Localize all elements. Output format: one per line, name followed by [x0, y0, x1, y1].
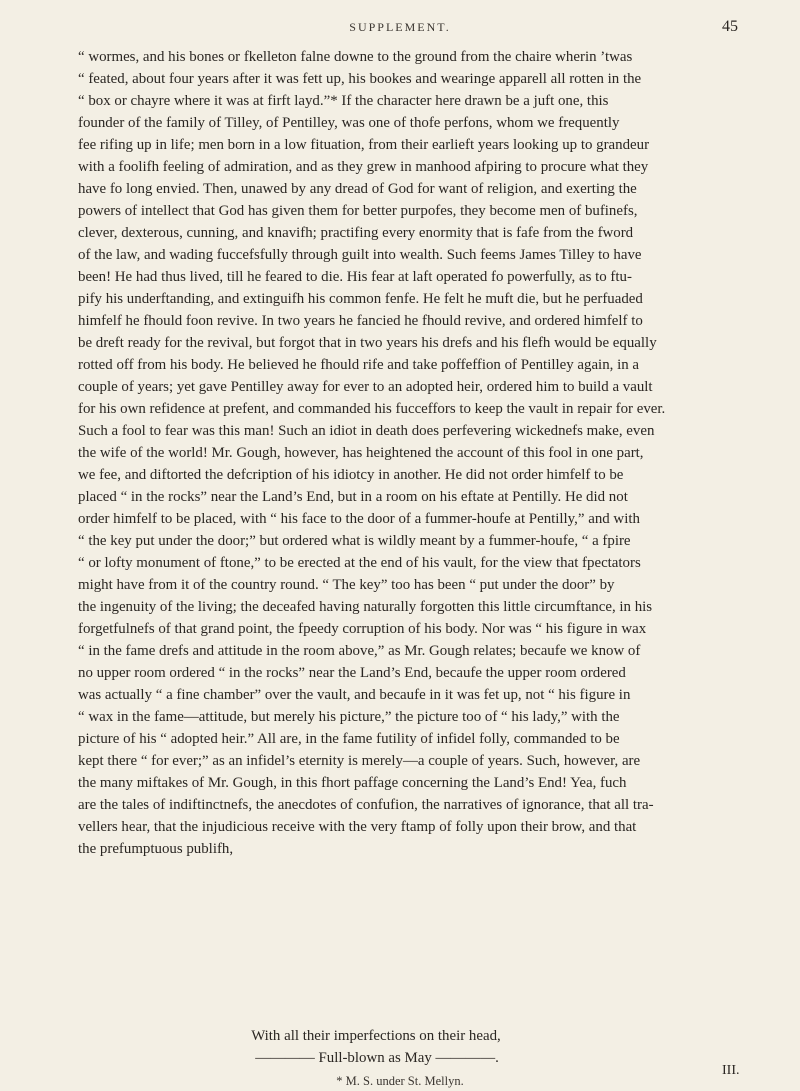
text-line: “ the key put under the door;” but ordered what is wildly meant by a fummer-houfe, “ a fpire — [78, 533, 631, 549]
text-line: founder of the family of Tilley, of Pentilley, was one of thofe perfons, whom we frequently — [78, 115, 620, 131]
text-line: of the law, and wading fuccefsfully through guilt into wealth. Such feems James Tilley to have — [78, 247, 642, 263]
text-line: “ or lofty monument of ftone,” to be erected at the end of his vault, for the view that fpectators — [78, 555, 641, 571]
text-line: powers of intellect that God has given them for better purpofes, they become men of bufinefs, — [78, 203, 638, 219]
text-line: couple of years; yet gave Pentilley away for ever to an adopted heir, ordered him to build a vault — [78, 379, 653, 395]
text-line: clever, dexterous, cunning, and knavifh; practifing every enormity that is fafe from the fword — [78, 225, 634, 241]
text-line: been! He had thus lived, till he feared to die. His fear at laft operated fo powerfully, as to ftu- — [78, 269, 632, 285]
text-line: himfelf he fhould foon revive. In two years he fancied he fhould revive, and ordered himfelf to — [78, 313, 643, 329]
text-line: Such a fool to fear was this man! Such an idiot in death does perfevering wickednefs make, even — [78, 423, 655, 439]
text-line: forgetfulnefs of that grand point, the fpeedy corruption of his body. Nor was “ his figure in wax — [78, 621, 647, 637]
text-line: placed “ in the rocks” near the Land’s End, but in a room on his eftate at Pentilly. He did not — [78, 489, 628, 505]
text-line: be dreft ready for the revival, but forgot that in two years his drefs and his flefh would be equally — [78, 335, 657, 351]
text-line: “ wax in the fame—attitude, but merely his picture,” the picture too of “ his lady,” with the — [78, 709, 620, 725]
text-line: with a foolifh feeling of admiration, and as they grew in manhood afpiring to procure what they — [78, 159, 649, 175]
text-line: picture of his “ adopted heir.” All are, in the fame futility of infidel folly, commanded to be — [78, 731, 620, 747]
text-line: no upper room ordered “ in the rocks” near the Land’s End, becaufe the upper room ordered — [78, 665, 626, 681]
text-line: we fee, and diftorted the defcription of his idiotcy in another. He did not order himfelf to be — [78, 467, 624, 483]
text-line: “ feated, about four years after it was fett up, his bookes and wearinge apparell all rotten in the — [78, 71, 642, 87]
motto-text: ———— Full-blown as May ————. — [255, 1050, 499, 1066]
motto-text: With all their imperfections on their head, — [251, 1028, 501, 1044]
text-line: the wife of the world! Mr. Gough, however, has heightened the account of this fool in one part, — [78, 445, 644, 461]
text-line: “ box or chayre where it was at firft layd.”* If the character here drawn be a juft one, this — [78, 93, 609, 109]
text-line: the prefumptuous publifh, — [78, 841, 234, 857]
text-line: “ in the fame drefs and attitude in the room above,” as Mr. Gough relates; becaufe we know of — [78, 643, 641, 659]
text-line: vellers hear, that the injudicious receive with the very ftamp of folly upon their brow, and that — [78, 819, 637, 835]
text-line: was actually “ a fine chamber” over the vault, and becaufe in it was fet up, not “ his figure in — [78, 687, 631, 703]
text-line: might have from it of the country round. “ The key” too has been “ put under the door” by — [78, 577, 615, 593]
motto-line — [0, 1047, 800, 1069]
footnote: * M. S. under St. Mellyn. — [336, 1074, 464, 1088]
text-line: are the tales of indiftinctnefs, the anecdotes of confufion, the narratives of ignorance, that all tra- — [78, 797, 654, 813]
signature-mark: III. — [722, 1063, 740, 1078]
motto-line — [0, 1025, 800, 1047]
text-line: the ingenuity of the living; the deceafed having naturally forgotten this little circumftance, in his — [78, 599, 653, 615]
text-line: fee rifing up in life; men born in a low fituation, from their earlieft years looking up to grandeur — [78, 137, 650, 153]
text-line: the many miftakes of Mr. Gough, in this fhort paffage concerning the Land’s End! Yea, fuch — [78, 775, 627, 791]
text-line: have fo long envied. Then, unawed by any dread of God for want of religion, and exerting the — [78, 181, 637, 197]
text-line: order himfelf to be placed, with “ his face to the door of a fummer-houfe at Pentilly,” and with — [78, 511, 640, 527]
body-text — [78, 46, 736, 860]
running-head: SUPPLEMENT. — [349, 20, 451, 34]
text-line: pify his underftanding, and extinguifh his common fenfe. He felt he muft die, but he perfuaded — [78, 291, 643, 307]
page-number: 45 — [722, 18, 738, 35]
text-line: for his own refidence at prefent, and commanded his fucceffors to keep the vault in repair for ever. — [78, 401, 666, 417]
text-line: rotted off from his body. He believed he fhould rife and take poffeffion of Pentilley again, in a — [78, 357, 639, 373]
text-line: “ wormes, and his bones or fkelleton falne downe to the ground from the chaire wherin ’twas — [78, 49, 633, 65]
text-line: kept there “ for ever;” as an infidel’s eternity is merely—a couple of years. Such, however, are — [78, 753, 641, 769]
